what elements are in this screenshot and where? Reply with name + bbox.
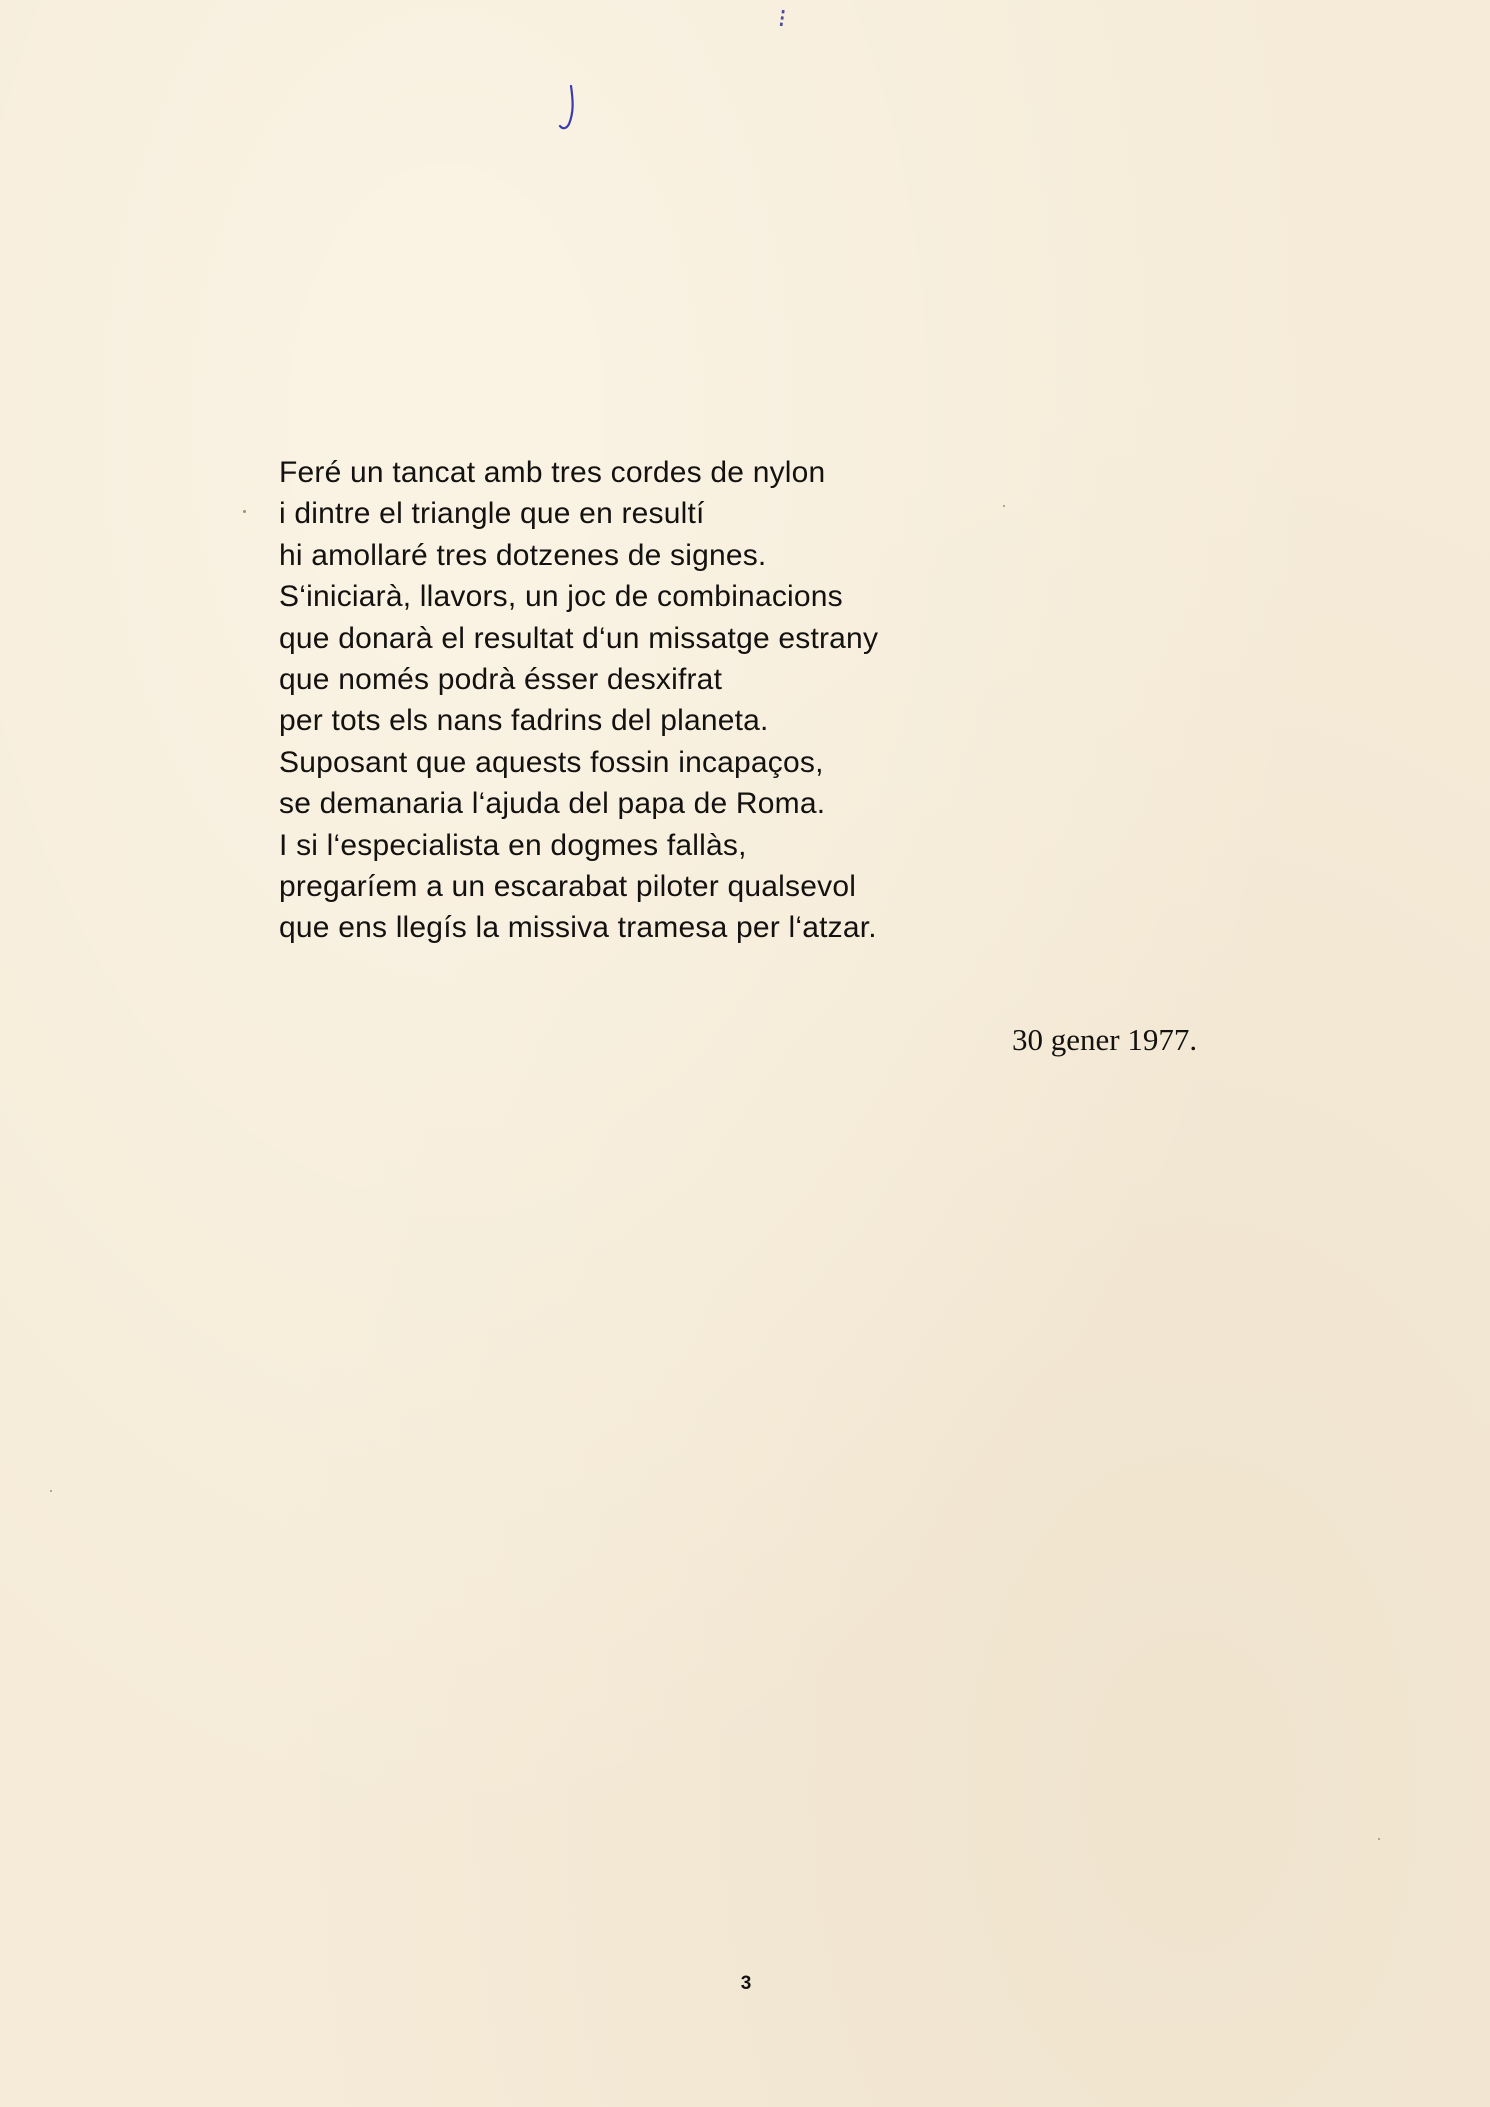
poem-line: per tots els nans fadrins del planeta.	[279, 704, 769, 738]
paper-speck	[243, 510, 246, 513]
paper-speck	[50, 1490, 52, 1492]
poem-line: se demanaria l‘ajuda del papa de Roma.	[279, 787, 826, 821]
poem-line: Feré un tancat amb tres cordes de nylon	[279, 456, 826, 489]
poem-line: hi amollaré tres dotzenes de signes.	[279, 538, 767, 572]
paper-speck	[1378, 1838, 1380, 1840]
poem-body	[279, 452, 1039, 949]
pen-dots-mark: ⁝	[775, 3, 789, 35]
poem-line: que ens llegís la missiva tramesa per l‘atzar.	[279, 911, 877, 945]
poem-line: S‘iniciarà, llavors, un joc de combinacions	[279, 580, 843, 614]
poem-line: que només podrà ésser desxifrat	[279, 662, 723, 696]
poem-line: que donarà el resultat d‘un missatge estrany	[279, 621, 879, 655]
poem-line: i dintre el triangle que en resultí	[279, 497, 705, 531]
poem-line: pregaríem a un escarabat piloter qualsevol	[279, 869, 857, 903]
poem-line: Suposant que aquests fossin incapaços,	[279, 745, 824, 779]
poem-date: 30 gener 1977.	[1012, 1022, 1198, 1057]
page-number: 3	[740, 1973, 752, 1994]
handwritten-check-mark	[555, 80, 585, 140]
poem-line: I si l‘especialista en dogmes fallàs,	[279, 828, 747, 862]
